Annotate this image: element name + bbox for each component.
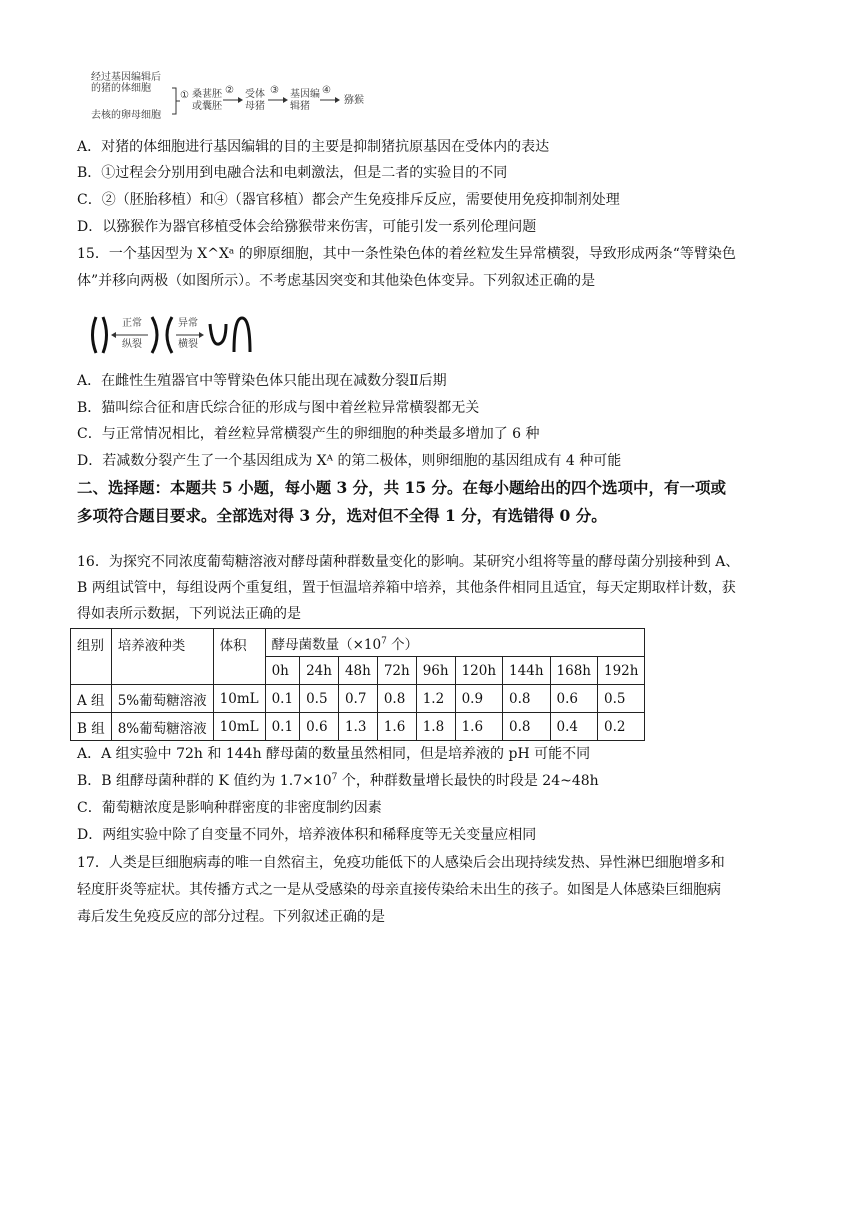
diagram-step4: ④ xyxy=(322,85,331,96)
diagram-step1: ① xyxy=(180,90,189,101)
isochromosome-u xyxy=(210,324,226,344)
q16-option-c: C．葡萄糖浓度是影响种群密度的非密度制约因素 xyxy=(77,800,382,816)
diagram-source-mid: 的猪的体细胞 xyxy=(91,83,151,94)
cell-value: 1.6 xyxy=(377,713,416,741)
q15-option-d: D．若减数分裂产生了一个基因组成为 Xᴬ 的第二极体，则卵细胞的基因组成有 4 种可能 xyxy=(77,453,622,469)
q16-option-b: B．B 组酵母菌种群的 K 值约为 $1.7\times 10^7$ 个，种群数量增长最快的时段是 24~48h xyxy=(77,772,599,789)
q14-option-a: A．对猪的体细胞进行基因编辑的目的主要是抑制猪抗原基因在受体内的表达 xyxy=(77,139,550,155)
q15-option-a: A．在雌性生殖器官中等臂染色体只能出现在减数分裂Ⅱ后期 xyxy=(77,373,447,389)
diagram-step2: ② xyxy=(225,85,234,96)
q15-stem-line2: 体”并移向两极（如图所示）。不考虑基因突变和其他染色体变异。下列叙述正确的是 xyxy=(77,273,596,289)
cell-value: 1.2 xyxy=(416,685,455,713)
q17-stem-line2: 轻度肝炎等症状。其传播方式之一是从受感染的母亲直接传染给未出生的孩子。如图是人体感染巨细胞病 xyxy=(77,882,721,898)
cell-value: 1.8 xyxy=(416,713,455,741)
q15-option-b: B．猫叫综合征和唐氏综合征的形成与图中着丝粒异常横裂都无关 xyxy=(77,400,480,416)
cell-value: 0.7 xyxy=(338,685,377,713)
table-row xyxy=(71,713,645,741)
cell-value: 0.6 xyxy=(300,713,339,741)
yeast-count-table xyxy=(70,628,645,741)
cloning-flow-diagram xyxy=(88,70,378,130)
cell-value: 0.2 xyxy=(597,713,644,741)
q14-option-c: C．②（胚胎移植）和④（器官移植）都会产生免疫排斥反应，需要使用免疫抑制剂处理 xyxy=(77,192,620,208)
diagram-node1-line2: 或囊胚 xyxy=(192,101,222,112)
chromatid-right xyxy=(103,317,107,353)
diagram-node1-line1: 桑葚胚 xyxy=(192,89,222,100)
cell-value: 0.8 xyxy=(503,685,550,713)
label-normal: 正常 xyxy=(122,318,142,329)
cell-volume: 10mL xyxy=(213,713,265,741)
time-header: 0h xyxy=(265,657,299,685)
time-header: 72h xyxy=(377,657,416,685)
x-chromosome xyxy=(152,317,172,353)
time-header: 144h xyxy=(503,657,550,685)
cell-value: 0.5 xyxy=(597,685,644,713)
time-header: 48h xyxy=(338,657,377,685)
chromatid-left xyxy=(93,317,97,353)
section2-heading-line2: 多项符合题目要求。全部选对得 3 分，选对但不全得 1 分，有选错得 0 分。 xyxy=(77,506,607,525)
q15-option-c: C．与正常情况相比，着丝粒异常横裂产生的卵细胞的种类最多增加了 6 种 xyxy=(77,426,540,442)
diagram-node2-line1: 受体 xyxy=(245,89,265,100)
header-volume: 体积 xyxy=(213,629,265,685)
label-longitudinal: 纵裂 xyxy=(122,339,142,350)
chromosome-diagram xyxy=(86,314,266,356)
diagram-source-top: 经过基因编辑后 xyxy=(91,72,161,83)
time-header: 192h xyxy=(597,657,644,685)
diagram-node2-line2: 母猪 xyxy=(245,101,265,112)
cell-medium: 8%葡萄糖溶液 xyxy=(111,713,213,741)
q17-stem-line3: 毒后发生免疫反应的部分过程。下列叙述正确的是 xyxy=(77,909,385,925)
cell-value: 0.8 xyxy=(377,685,416,713)
isochromosome-n xyxy=(234,318,250,352)
diagram-step3: ③ xyxy=(270,85,279,96)
time-header: 24h xyxy=(300,657,339,685)
q16-stem-line1: 16．为探究不同浓度葡萄糖溶液对酵母菌种群数量变化的影响。某研究小组将等量的酵母菌分别接种到 A、 xyxy=(77,554,740,570)
q15-stem-line1: 15．一个基因型为 X^Xᵃ 的卵原细胞，其中一条性染色体的着丝粒发生异常横裂，导致形成两条“等臂染色 xyxy=(77,246,736,262)
q14-option-b: B．①过程会分别用到电融合法和电刺激法，但是二者的实验目的不同 xyxy=(77,165,508,181)
section2-heading-line1: 二、选择题：本题共 5 小题，每小题 3 分，共 15 分。在每小题给出的四个选项中，有一项或 xyxy=(77,478,727,497)
cell-value: 1.3 xyxy=(338,713,377,741)
time-header: 168h xyxy=(550,657,597,685)
q17-stem-line1: 17．人类是巨细胞病毒的唯一自然宿主，免疫功能低下的人感染后会出现持续发热、异性淋巴细胞增多和 xyxy=(77,855,725,871)
diagram-node4: 猕猴 xyxy=(344,95,364,106)
q16-option-d: D．两组实验中除了自变量不同外，培养液体积和稀释度等无关变量应相同 xyxy=(77,827,537,843)
q16-stem-line3: 得如表所示数据，下列说法正确的是 xyxy=(77,606,301,622)
cell-group: A 组 xyxy=(71,685,112,713)
table-row xyxy=(71,685,645,713)
cell-value: 0.5 xyxy=(300,685,339,713)
label-transverse: 横裂 xyxy=(178,339,198,350)
header-group: 组别 xyxy=(71,629,112,685)
cell-value: 0.1 xyxy=(265,685,299,713)
header-count: 酵母菌数量（$\times 10^7$ 个） xyxy=(265,629,645,657)
cell-value: 0.8 xyxy=(503,713,550,741)
diagram-source-bottom: 去核的卵母细胞 xyxy=(91,110,161,121)
cell-value: 1.6 xyxy=(455,713,502,741)
time-header: 120h xyxy=(455,657,502,685)
diagram-node3-line1: 基因编 xyxy=(290,89,320,100)
table-header-row xyxy=(71,629,645,657)
cell-medium: 5%葡萄糖溶液 xyxy=(111,685,213,713)
cell-value: 0.9 xyxy=(455,685,502,713)
cell-value: 0.4 xyxy=(550,713,597,741)
cell-value: 0.6 xyxy=(550,685,597,713)
label-abnormal: 异常 xyxy=(178,318,198,329)
cell-group: B 组 xyxy=(71,713,112,741)
cell-volume: 10mL xyxy=(213,685,265,713)
header-medium: 培养液种类 xyxy=(111,629,213,685)
time-header: 96h xyxy=(416,657,455,685)
diagram-node3-line2: 辑猪 xyxy=(290,101,310,112)
q14-option-d: D．以猕猴作为器官移植受体会给猕猴带来伤害，可能引发一系列伦理问题 xyxy=(77,219,537,235)
q16-option-a: A．A 组实验中 72h 和 144h 酵母菌的数量虽然相同，但是培养液的 pH 可能不同 xyxy=(77,746,591,762)
cell-value: 0.1 xyxy=(265,713,299,741)
q16-stem-line2: B 两组试管中，每组设两个重复组，置于恒温培养箱中培养，其他条件相同且适宜，每天定期取样计数，获 xyxy=(77,580,736,596)
diagram-flow-lines xyxy=(88,70,378,130)
